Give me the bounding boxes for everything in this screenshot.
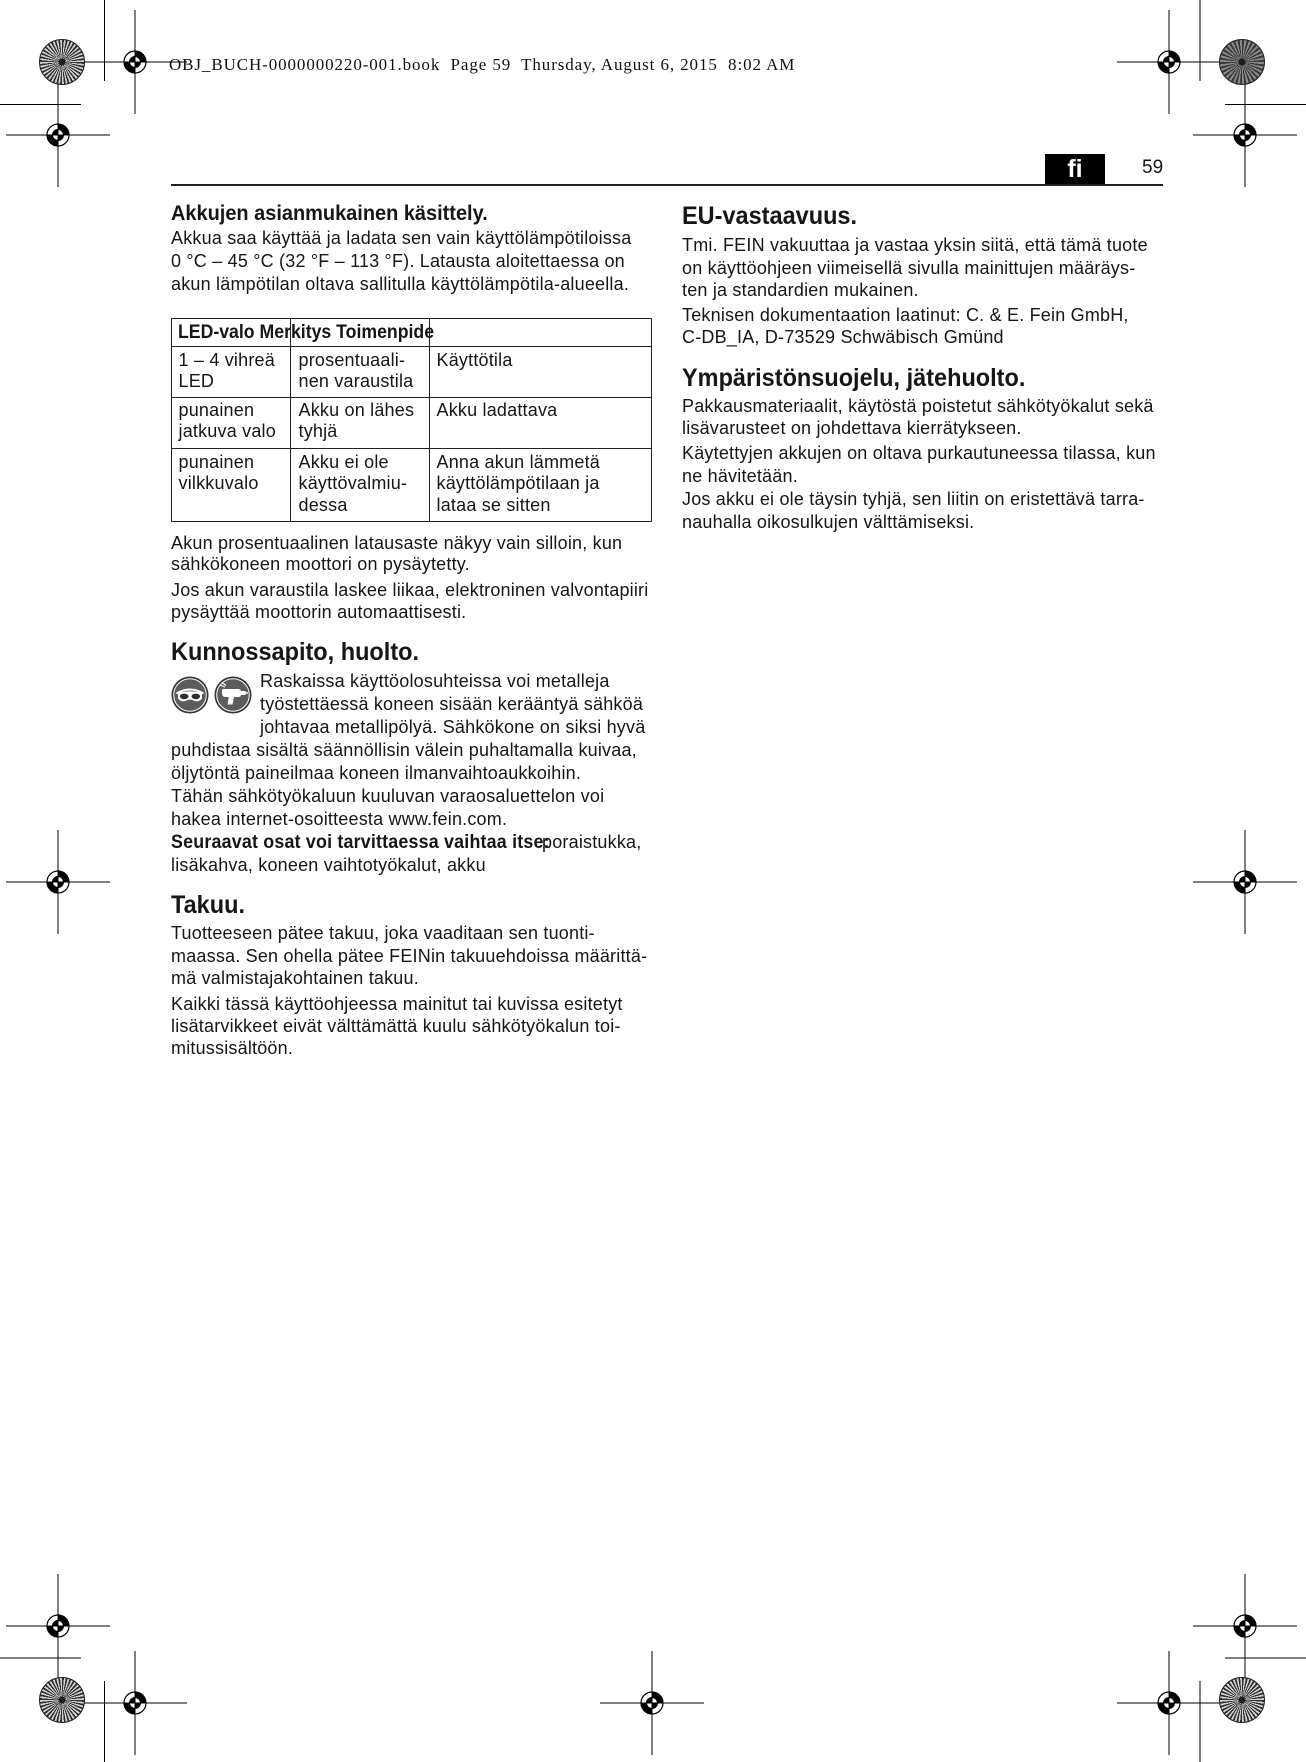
accessories-paragraph xyxy=(171,993,623,1059)
text-line: ne hävitetään. xyxy=(682,465,798,486)
registration-crosshair xyxy=(6,830,110,934)
text-line: nauhalla oikosulkujen välttämiseksi. xyxy=(682,512,975,532)
registration-crosshair xyxy=(1193,1574,1297,1678)
table-rule xyxy=(172,448,651,449)
led-status-table xyxy=(171,318,652,522)
table-cell: punainen jatkuva valo xyxy=(178,399,276,441)
registration-crosshair xyxy=(6,83,110,187)
text-line: lisätarvikkeet eivät välttämättä kuulu sähkötyökalun toi- xyxy=(171,1016,621,1036)
table-cell: Käyttötila xyxy=(436,349,513,370)
technical-documentation-paragraph xyxy=(682,304,1129,348)
registration-crosshair xyxy=(600,1651,704,1755)
warranty-paragraph xyxy=(171,922,647,990)
table-cell: prosentuaali- nen varaustila xyxy=(298,349,414,391)
text-line: Tuotteeseen pätee takuu, joka vaaditaan sen tuonti- xyxy=(171,923,595,943)
replaceable-parts-label: Seuraavat osat voi tarvittaessa vaihtaa itse: xyxy=(171,832,550,853)
text-line: sähkökoneen moottori on pysäytetty. xyxy=(171,554,470,574)
text-line: öljytöntä paineilmaa koneen ilmanvaihtoaukkoihin. xyxy=(171,763,582,783)
color-registration-target xyxy=(39,1677,85,1723)
text-line: Tähän sähkötyökaluun kuuluvan varaosaluettelon voi xyxy=(171,786,605,806)
table-header-cell: Merkitys xyxy=(259,322,331,343)
registration-crosshair xyxy=(1193,830,1297,934)
text-line: poraistukka, xyxy=(542,832,642,852)
table-cell: Akku on lähes tyhjä xyxy=(298,399,415,441)
color-registration-target xyxy=(1219,39,1265,85)
registration-crosshair xyxy=(83,1651,187,1755)
color-registration-target xyxy=(39,39,85,85)
section-heading-maintenance: Kunnossapito, huolto. xyxy=(171,638,420,666)
registration-crosshair xyxy=(1117,10,1221,114)
text-line: Kaikki tässä käyttöohjeessa mainitut tai kuvissa esitetyt xyxy=(171,994,623,1014)
text-line: lisäkahva, koneen vaihtotyökalut, akku xyxy=(171,855,486,875)
language-tab: fi xyxy=(1045,154,1105,185)
text-line: pysäyttää moottorin automaattisesti. xyxy=(171,602,467,622)
table-cell: punainen vilkkuvalo xyxy=(178,451,259,493)
page-number: 59 xyxy=(1142,157,1164,178)
table-header-cell: Toimenpide xyxy=(335,322,434,343)
text-line: Tmi. FEIN vakuuttaa ja vastaa yksin siitä, että tämä tuote xyxy=(682,235,1148,255)
text-line: johtavaa metallipölyä. Sähkökone on siksi hyvä xyxy=(260,717,646,737)
recycling-paragraph xyxy=(682,395,1154,439)
text-line: Jos akku ei ole täysin tyhjä, sen liitin on eristettävä tarra- xyxy=(682,489,1145,509)
text-line: 0 °C – 45 °C (32 °F – 113 °F). Latausta aloitettaessa on xyxy=(171,251,625,271)
header-rule xyxy=(171,184,1163,186)
color-registration-target xyxy=(1219,1677,1265,1723)
text-line: Akkua saa käyttää ja ladata sen vain käyttölämpötiloissa xyxy=(171,228,632,248)
table-cell: Anna akun lämmetä käyttölämpötilaan ja lataa se sitten xyxy=(436,451,600,515)
section-heading-warranty: Takuu. xyxy=(171,891,245,919)
registration-crosshair xyxy=(1193,83,1297,187)
text-line: C-DB_IA, D-73529 Schwäbisch Gmünd xyxy=(682,327,1004,347)
section-heading-environment: Ympäristönsuojelu, jätehuolto. xyxy=(682,364,1026,392)
text-line: Pakkausmateriaalit, käytöstä poistetut sähkötyökalut sekä xyxy=(682,396,1154,416)
section-heading-battery-handling: Akkujen asianmukainen käsittely. xyxy=(171,202,488,225)
registration-crosshair xyxy=(1117,1651,1221,1755)
low-charge-note xyxy=(171,579,648,623)
text-line: Jos akun varaustila laskee liikaa, elektroninen valvontapiiri xyxy=(171,580,649,600)
text-line: Teknisen dokumentaation laatinut: C. & E. Fein GmbH, xyxy=(682,305,1129,325)
replaceable-parts-line xyxy=(171,831,645,854)
text-line: mitussisältöön. xyxy=(171,1038,294,1058)
registration-crosshair xyxy=(6,1574,110,1678)
battery-disposal-paragraph xyxy=(682,442,1156,487)
text-line: hakea internet-osoitteesta www.fein.com. xyxy=(171,809,508,829)
charge-display-note xyxy=(171,533,622,575)
maintenance-paragraph xyxy=(171,670,645,877)
table-header-cell: LED-valo xyxy=(177,322,255,343)
text-line: ten ja standardien mukainen. xyxy=(682,280,919,300)
table-cell: 1 – 4 vihreä LED xyxy=(178,349,275,391)
print-slug: OBJ_BUCH-0000000220-001.book Page 59 Thursday, August 6, 2015 8:02 AM xyxy=(169,55,796,74)
text-line: työstettäessä koneen sisään kerääntyä sähköä xyxy=(260,694,644,714)
text-line: maassa. Sen ohella pätee FEINin takuuehdoissa määrittä- xyxy=(171,945,648,966)
table-rule xyxy=(172,397,651,398)
conformity-paragraph xyxy=(682,234,1148,302)
table-rule xyxy=(429,319,430,521)
table-header-row xyxy=(178,319,439,347)
text-line: on käyttöohjeen viimeisellä sivulla mainittujen määräys- xyxy=(682,257,1136,278)
text-line: Akun prosentuaalinen latausaste näkyy vain silloin, kun xyxy=(171,533,623,553)
table-cell: Akku ei ole käyttövalmiu- dessa xyxy=(298,451,408,515)
text-line: puhdistaa sisältä säännöllisin välein puhaltamalla kuivaa, xyxy=(171,740,637,760)
text-line: lisävarusteet on johdettava kierrätykseen. xyxy=(682,418,1022,438)
text-line: mä valmistajakohtainen takuu. xyxy=(171,968,419,988)
text-line: Käytettyjen akkujen on oltava purkautuneessa tilassa, kun xyxy=(682,443,1156,463)
table-cell: Akku ladattava xyxy=(436,399,558,420)
battery-handling-paragraph xyxy=(171,227,631,296)
terminal-insulation-paragraph xyxy=(682,488,1145,534)
text-line: akun lämpötilan oltava sallitulla käyttölämpötila-alueella. xyxy=(171,274,630,294)
text-line: Raskaissa käyttöolosuhteissa voi metalleja xyxy=(260,671,610,691)
table-rule xyxy=(290,319,291,521)
section-heading-conformity: EU-vastaavuus. xyxy=(682,202,858,230)
